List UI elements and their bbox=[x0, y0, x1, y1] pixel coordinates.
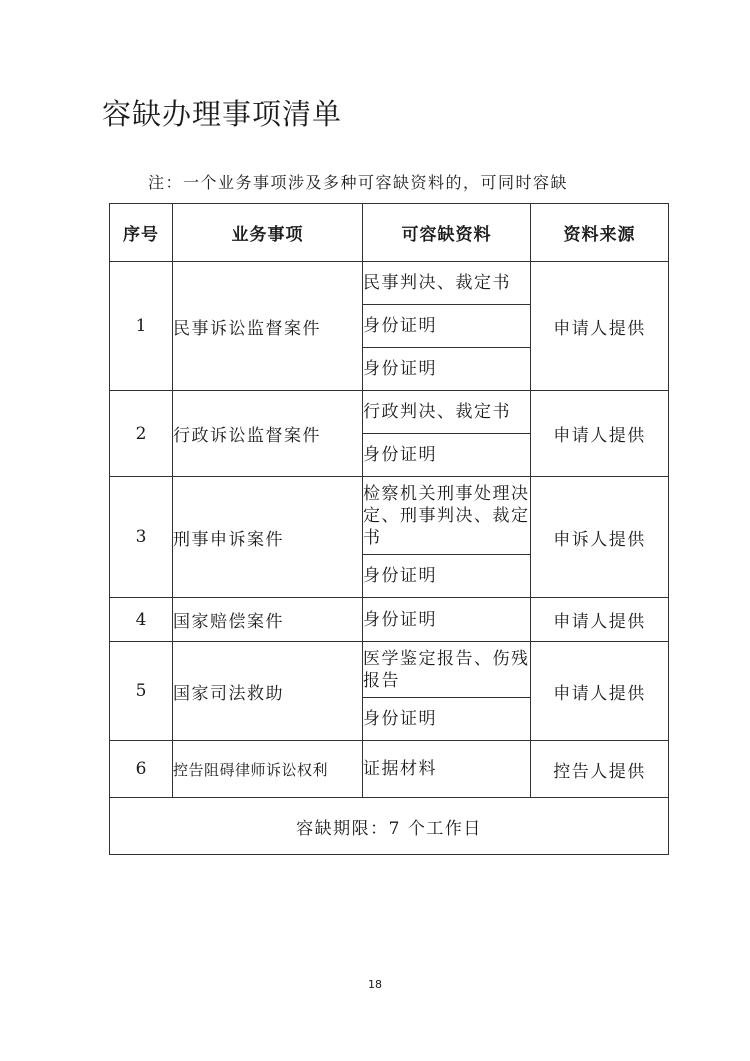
row-item: 控告阻碍律师诉讼权利 bbox=[173, 741, 363, 798]
table-footer-row bbox=[110, 798, 669, 855]
deadline-text: 容缺期限：7 个工作日 bbox=[110, 798, 669, 855]
table-row bbox=[110, 262, 669, 305]
row-item: 国家赔偿案件 bbox=[173, 598, 363, 642]
header-source: 资料来源 bbox=[531, 204, 669, 262]
row-material: 民事判决、裁定书 bbox=[363, 262, 531, 305]
row-material: 身份证明 bbox=[363, 598, 531, 642]
row-material: 行政判决、裁定书 bbox=[363, 391, 531, 434]
table-row bbox=[110, 741, 669, 798]
page-number: 18 bbox=[368, 978, 382, 991]
row-material: 身份证明 bbox=[363, 305, 531, 348]
row-seq: 4 bbox=[110, 598, 173, 642]
row-item: 行政诉讼监督案件 bbox=[173, 391, 363, 477]
row-material: 身份证明 bbox=[363, 698, 531, 741]
row-source: 申请人提供 bbox=[531, 642, 669, 741]
row-seq: 5 bbox=[110, 642, 173, 741]
row-item: 国家司法救助 bbox=[173, 642, 363, 741]
row-material: 身份证明 bbox=[363, 348, 531, 391]
header-materials: 可容缺资料 bbox=[363, 204, 531, 262]
page-title: 容缺办理事项清单 bbox=[102, 97, 343, 131]
row-source: 控告人提供 bbox=[531, 741, 669, 798]
row-material: 证据材料 bbox=[363, 741, 531, 798]
row-seq: 6 bbox=[110, 741, 173, 798]
table-note: 注：一个业务事项涉及多种可容缺资料的，可同时容缺 bbox=[148, 173, 569, 192]
table-header-row bbox=[110, 204, 669, 262]
row-source: 申请人提供 bbox=[531, 391, 669, 477]
table-row bbox=[110, 598, 669, 642]
table-row bbox=[110, 642, 669, 698]
row-seq: 2 bbox=[110, 391, 173, 477]
row-source: 申请人提供 bbox=[531, 598, 669, 642]
table-row bbox=[110, 477, 669, 555]
items-table bbox=[109, 203, 669, 855]
header-seq: 序号 bbox=[110, 204, 173, 262]
row-source: 申请人提供 bbox=[531, 262, 669, 391]
row-seq: 1 bbox=[110, 262, 173, 391]
table-row bbox=[110, 391, 669, 434]
row-material: 身份证明 bbox=[363, 555, 531, 598]
row-material: 检察机关刑事处理决定、刑事判决、裁定书 bbox=[363, 477, 531, 555]
header-item: 业务事项 bbox=[173, 204, 363, 262]
row-source: 申诉人提供 bbox=[531, 477, 669, 598]
row-item: 民事诉讼监督案件 bbox=[173, 262, 363, 391]
row-material: 身份证明 bbox=[363, 434, 531, 477]
row-item: 刑事申诉案件 bbox=[173, 477, 363, 598]
row-material: 医学鉴定报告、伤残报告 bbox=[363, 642, 531, 698]
row-seq: 3 bbox=[110, 477, 173, 598]
